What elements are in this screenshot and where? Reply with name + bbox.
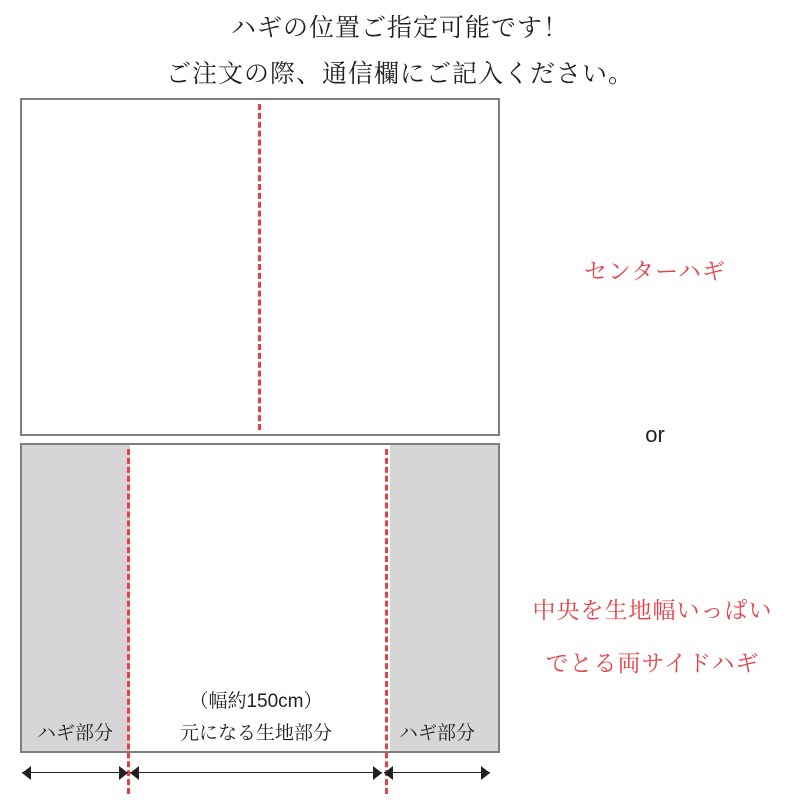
arrow-bar: [384, 772, 490, 773]
or-separator-label: or: [645, 422, 665, 447]
right-hagi-band: [390, 445, 498, 751]
center-seam-line: [258, 104, 261, 430]
side-seam-caption-line1: 中央を生地幅いっぱい: [532, 597, 773, 623]
arrow-tip-right-icon: [481, 766, 490, 780]
arrow-tip-left-icon: [384, 766, 393, 780]
arrow-tip-right-icon: [119, 766, 128, 780]
arrow-tip-left-icon: [22, 766, 31, 780]
left-hagi-band: [22, 445, 130, 751]
right-hagi-label: ハギ部分: [398, 723, 475, 744]
base-fabric-label: 元になる生地部分: [179, 723, 332, 744]
base-fabric-dimension-arrow: [130, 766, 382, 780]
arrow-tip-right-icon: [373, 766, 382, 780]
arrow-bar: [22, 772, 128, 773]
left-hagi-dimension-arrow: [22, 766, 128, 780]
fabric-width-note: （幅約150cm）: [189, 691, 323, 712]
center-seam-caption: センターハギ: [584, 258, 726, 284]
left-hagi-label: ハギ部分: [36, 723, 113, 744]
arrow-bar: [130, 772, 382, 773]
arrow-tip-left-icon: [130, 766, 139, 780]
side-seam-caption-line2: でとる両サイドハギ: [545, 650, 760, 676]
page-title-line2: ご注文の際、通信欄にご記入ください。: [165, 60, 634, 88]
right-hagi-dimension-arrow: [384, 766, 490, 780]
page-title-line1: ハギの位置ご指定可能です！: [230, 14, 569, 42]
